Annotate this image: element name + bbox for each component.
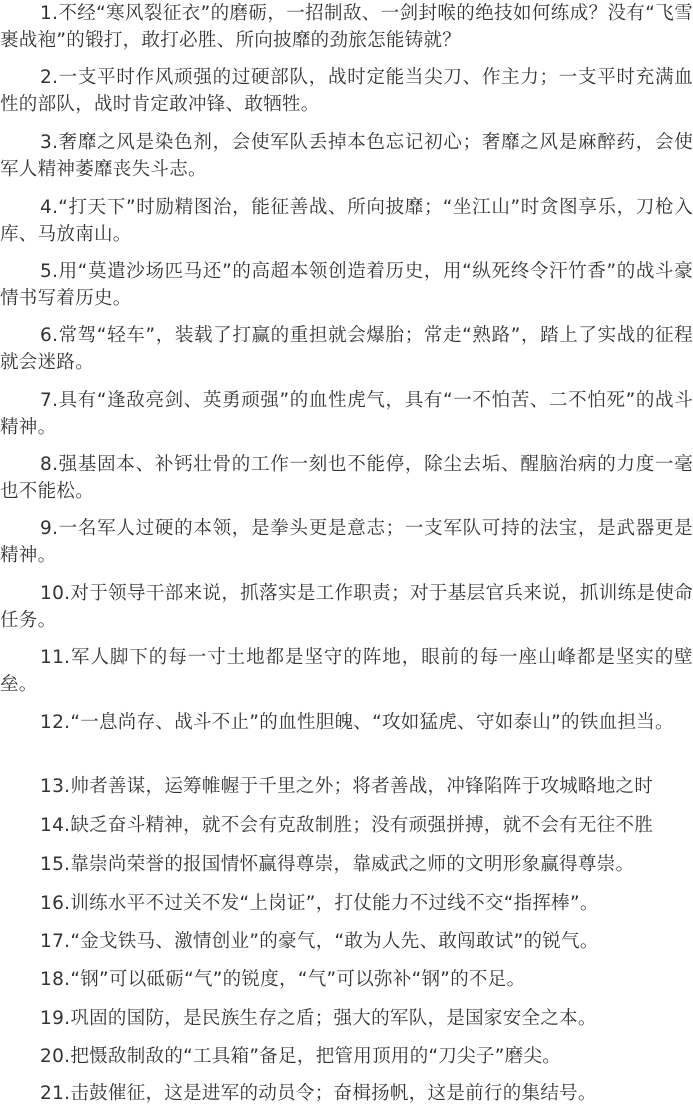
paragraph-13: 13.帅者善谋，运筹帷幄于千里之外；将者善战，冲锋陷阵于攻城略地之时 bbox=[40, 776, 654, 797]
paragraph-20: 20.把慑敌制敌的“工具箱”备足，把管用顶用的“刀尖子”磨尖。 bbox=[40, 1046, 562, 1067]
paragraph-10: 10.对于领导干部来说，抓落实是工作职责；对于基层官兵来说，抓训练是使命任务。 bbox=[0, 583, 693, 631]
paragraph-9: 9.一名军人过硬的本领，是拳头更是意志；一支军队可持的法宝，是武器更是精神。 bbox=[0, 518, 693, 566]
paragraph-12: 12.“一息尚存、战斗不止”的血性胆魄、“攻如猛虎、守如泰山”的铁血担当。 bbox=[40, 712, 674, 733]
paragraph-14: 14.缺乏奋斗精神，就不会有克敌制胜；没有顽强拼搏，就不会有无往不胜 bbox=[40, 815, 654, 836]
paragraph-6: 6.常驾“轻车”，装载了打赢的重担就会爆胎；常走“熟路”，踏上了实战的征程就会迷路。 bbox=[0, 325, 693, 373]
paragraph-2: 2.一支平时作风顽强的过硬部队，战时定能当尖刀、作主力；一支平时充满血性的部队，战时肯定敢冲锋、敢牺牲。 bbox=[0, 67, 693, 115]
paragraph-8: 8.强基固本、补钙壮骨的工作一刻也不能停，除尘去垢、醒脑治病的力度一毫也不能松。 bbox=[0, 454, 693, 502]
paragraph-18: 18.“钢”可以砥砺“气”的锐度，“气”可以弥补“钢”的不足。 bbox=[40, 969, 526, 990]
paragraph-11: 11.军人脚下的每一寸土地都是坚守的阵地，眼前的每一座山峰都是坚实的壁垒。 bbox=[0, 647, 693, 695]
paragraph-7: 7.具有“逢敌亮剑、英勇顽强”的血性虎气，具有“一不怕苦、二不怕死”的战斗精神。 bbox=[0, 390, 693, 438]
paragraph-17: 17.“金戈铁马、激情创业”的豪气，“敢为人先、敢闯敢试”的锐气。 bbox=[40, 931, 599, 952]
paragraph-21: 21.击鼓催征，这是进军的动员令；奋楫扬帆，这是前行的集结号。 bbox=[40, 1083, 597, 1104]
paragraph-19: 19.巩固的国防，是民族生存之盾；强大的军队，是国家安全之本。 bbox=[40, 1008, 597, 1029]
paragraph-5: 5.用“莫遣沙场匹马还”的高超本领创造着历史，用“纵死终令汗竹香”的战斗豪情书写着历史。 bbox=[0, 261, 693, 309]
paragraph-1: 1.不经“寒风裂征衣”的磨砺，一招制敌、一剑封喉的绝技如何练成？没有“飞雪裹战袍”的锻打，敢打必胜、所向披靡的劲旅怎能铸就？ bbox=[0, 3, 693, 51]
paragraph-3: 3.奢靡之风是染色剂，会使军队丢掉本色忘记初心；奢靡之风是麻醉药，会使军人精神萎靡丧失斗志。 bbox=[0, 132, 693, 180]
paragraph-4: 4.“打天下”时励精图治，能征善战、所向披靡；“坐江山”时贪图享乐，刀枪入库、马放南山。 bbox=[0, 197, 693, 245]
paragraph-15: 15.靠崇尚荣誉的报国情怀赢得尊崇，靠威武之师的文明形象赢得尊崇。 bbox=[40, 854, 635, 875]
paragraph-16: 16.训练水平不过关不发“上岗证”，打仗能力不过线不交“指挥棒”。 bbox=[40, 893, 599, 914]
